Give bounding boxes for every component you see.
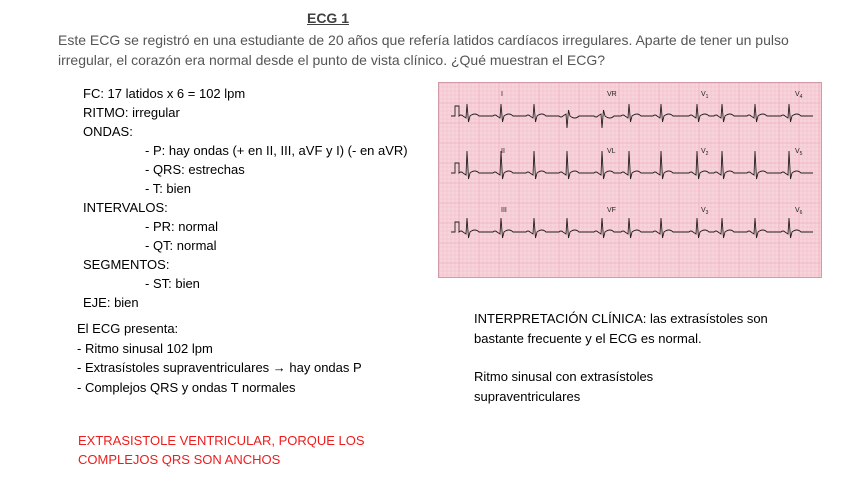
case-description: Este ECG se registró en una estudiante de 20 años que refería latidos cardíacos irregulares. Aparte de tener un pulso irregular, el corazón era normal desde el punto de vista clínico. ¿Qué muestran el ECG? bbox=[58, 32, 789, 68]
note-line: - QT: normal bbox=[145, 238, 217, 253]
lead-label: $V_6$ bbox=[795, 207, 803, 216]
lead-label: $V_3$ bbox=[701, 207, 709, 216]
note-line: - ST: bien bbox=[145, 276, 200, 291]
lead-label: $V_2$ bbox=[701, 148, 709, 157]
document-title: ECG 1 bbox=[306, 10, 349, 26]
lead-label: I bbox=[501, 91, 503, 98]
lead-label: $V_5$ bbox=[795, 148, 803, 157]
note-line: - PR: normal bbox=[145, 219, 218, 234]
interpretation-line: INTERPRETACIÓN CLÍNICA: las extrasístoles son bbox=[474, 311, 768, 326]
lead-label: VF bbox=[607, 207, 616, 214]
summary-line: - Extrasístoles supraventriculares → hay ondas P bbox=[77, 360, 362, 375]
clinical-interpretation bbox=[474, 309, 768, 407]
summary-line: - Ritmo sinusal 102 lpm bbox=[77, 340, 213, 356]
ecg-analysis-notes bbox=[83, 84, 408, 312]
note-line: EJE: bien bbox=[83, 295, 139, 310]
note-line: - P: hay ondas (+ en II, III, aVF y I) (- en aVR) bbox=[145, 143, 408, 158]
lead-label: II bbox=[501, 148, 505, 155]
lead-label: III bbox=[501, 207, 507, 214]
summary-line: El ECG presenta: bbox=[77, 321, 179, 336]
note-line: RITMO: irregular bbox=[83, 105, 180, 120]
correction-line: COMPLEJOS QRS SON ANCHOS bbox=[78, 452, 281, 467]
ecg-tracing bbox=[439, 83, 821, 277]
lead-label: $V_4$ bbox=[795, 91, 803, 100]
note-line: SEGMENTOS: bbox=[83, 257, 170, 272]
note-line: INTERVALOS: bbox=[83, 200, 168, 215]
lead-label: $V_1$ bbox=[701, 91, 709, 100]
lead-label: VR bbox=[607, 91, 617, 98]
note-line: ONDAS: bbox=[83, 124, 133, 139]
note-line: - QRS: estrechas bbox=[145, 162, 245, 177]
summary-line: - Complejos QRS y ondas T normales bbox=[77, 379, 296, 395]
interpretation-line: bastante frecuente y el ECG es normal. bbox=[474, 331, 702, 346]
correction-note bbox=[78, 431, 365, 469]
lead-label: VL bbox=[607, 148, 616, 155]
ecg-strip-image bbox=[438, 82, 822, 278]
note-line: - T: bien bbox=[145, 181, 192, 196]
note-line: FC: 17 latidos x 6 = 102 lpm bbox=[83, 86, 246, 101]
interpretation-line: supraventriculares bbox=[474, 389, 581, 404]
interpretation-line: Ritmo sinusal con extrasístoles bbox=[474, 369, 654, 384]
ecg-summary bbox=[77, 319, 362, 397]
correction-line: EXTRASISTOLE VENTRICULAR, PORQUE LOS bbox=[78, 433, 365, 448]
